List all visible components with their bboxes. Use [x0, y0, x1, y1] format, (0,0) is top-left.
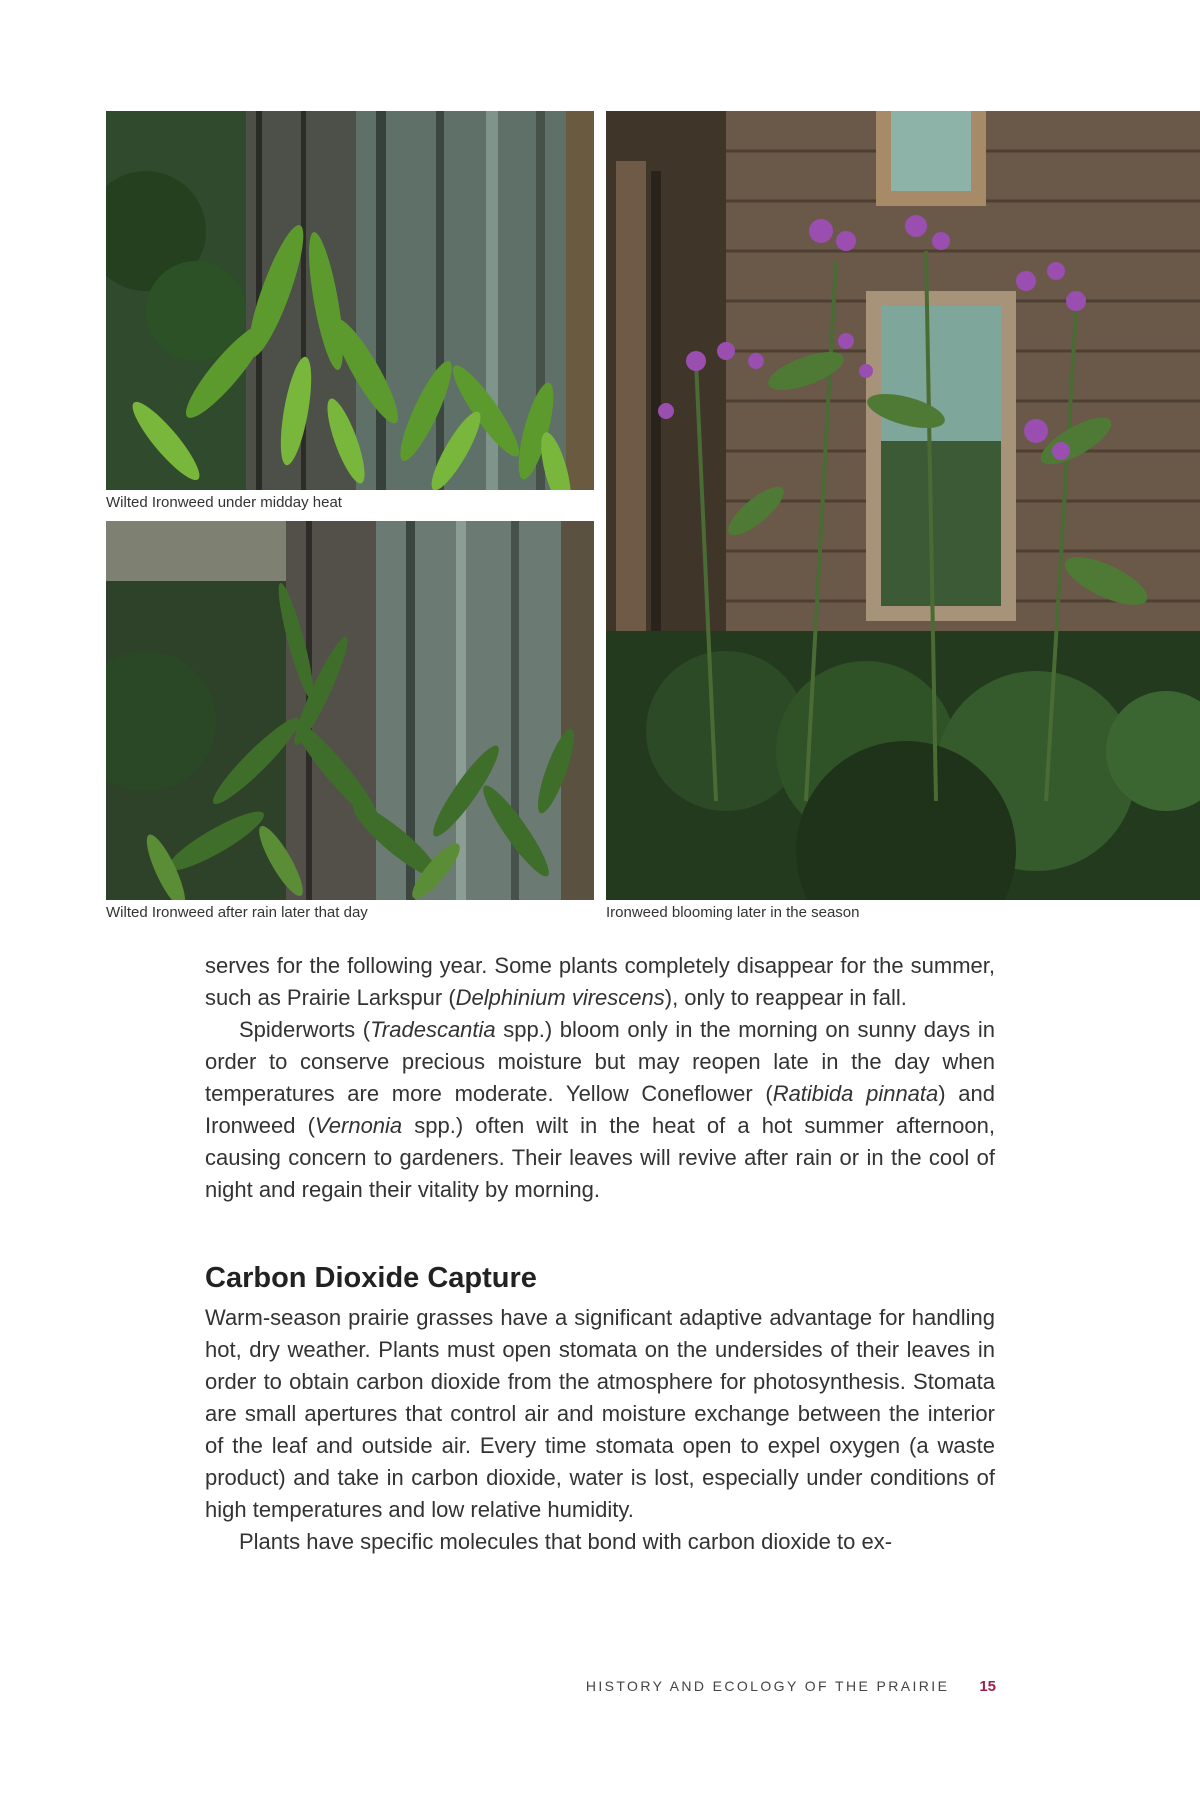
photo-wilted-ironweed-midday: [106, 111, 594, 490]
section-heading: Carbon Dioxide Capture: [205, 1262, 537, 1294]
page-number: 15: [979, 1678, 996, 1695]
body-text-upper: [205, 950, 995, 1206]
photo-wilted-ironweed-after-rain: [106, 521, 594, 900]
paragraph: Warm-season prairie grasses have a significant adaptive advantage for handling hot, dry weather. Plants must open stomata on the undersides of their leaves in order to obtain carbon dioxide from the atmosphere for photosynthesis. Stomata are small apertures that control air and moisture exchange between the interior of the leaf and outside air. Every time stomata open to expel oxygen (a waste product) and take in carbon dioxide, water is lost, especially under conditions of high temperatures and low relative humidity.: [205, 1305, 995, 1522]
body-text-lower: [205, 1302, 995, 1558]
page-footer: [580, 1678, 996, 1695]
paragraph: Spiderworts (Tradescantia spp.) bloom only in the morning on sunny days in order to conserve precious moisture but may reopen late in the day when temperatures are more moderate. Yellow Coneflower (Ratibida pinnata) and Ironweed (Vernonia spp.) often wilt in the heat of a hot summer afternoon, causing concern to gardeners. Their leaves will revive after rain or in the cool of night and regain their vitality by morning.: [205, 1017, 995, 1202]
paragraph: serves for the following year. Some plants completely disappear for the summer, such as Prairie Larkspur (Delphinium virescens), only to reappear in fall.: [205, 953, 995, 1010]
figure-caption: Ironweed blooming later in the season: [606, 904, 860, 921]
running-head: HISTORY AND ECOLOGY OF THE PRAIRIE: [585, 1678, 950, 1694]
figure-caption: Wilted Ironweed under midday heat: [106, 494, 342, 511]
photo-ironweed-blooming: [606, 111, 1200, 900]
paragraph: Plants have specific molecules that bond with carbon dioxide to ex-: [239, 1529, 893, 1554]
figure-caption: Wilted Ironweed after rain later that day: [106, 904, 368, 921]
